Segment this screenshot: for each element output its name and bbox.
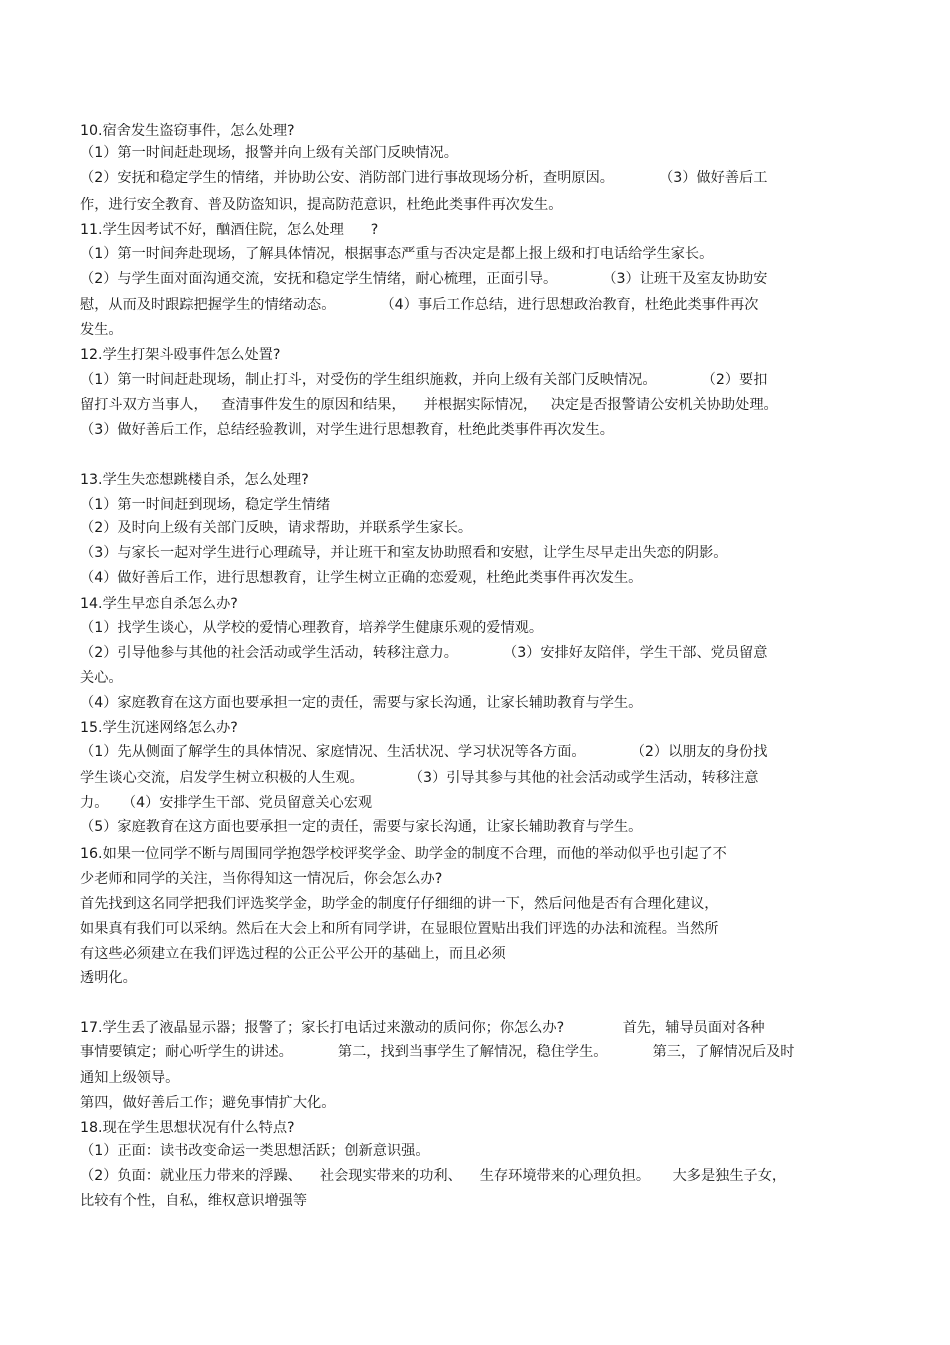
- answer-line: 透明化。: [80, 970, 137, 986]
- answer-line: （1）先从侧面了解学生的具体情况、家庭情况、生活状况、学习状况等各方面。 （2）以朋友的身份找: [80, 744, 768, 760]
- answer-line: 首先找到这名同学把我们评选奖学金，助学金的制度仔仔细细的讲一下，然后问他是否有合理化建议，: [80, 896, 719, 912]
- question-title: 13.学生失恋想跳楼自杀，怎么处理?: [80, 472, 309, 488]
- answer-line: （1）第一时间奔赴现场，了解具体情况，根据事态严重与否决定是都上报上级和打电话给学生家长。: [80, 246, 714, 262]
- answer-line: 作，进行安全教育、普及防盗知识，提高防范意识，杜绝此类事件再次发生。: [80, 197, 563, 213]
- answer-line: 少老师和同学的关注，当你得知这一情况后，你会怎么办?: [80, 871, 443, 887]
- question-title: 14.学生早恋自杀怎么办?: [80, 596, 238, 612]
- answer-line: 关心。: [80, 670, 123, 686]
- answer-line: （1）第一时间赶赴现场，制止打斗，对受伤的学生组织施救，并向上级有关部门反映情况。 （2）要扣: [80, 372, 768, 388]
- answer-line: （2）与学生面对面沟通交流，安抚和稳定学生情绪，耐心梳理，正面引导。 （3）让班干及室友协助安: [80, 271, 768, 287]
- answer-line: 通知上级领导。: [80, 1070, 180, 1086]
- answer-line: （4）做好善后工作，进行思想教育，让学生树立正确的恋爱观，杜绝此类事件再次发生。: [80, 570, 643, 586]
- answer-line: 学生谈心交流，启发学生树立积极的人生观。 （3）引导其参与其他的社会活动或学生活动，转移注意: [80, 770, 759, 786]
- answer-line: 事情要镇定；耐心听学生的讲述。 第二，找到当事学生了解情况，稳住学生。 第三，了解情况后及时: [80, 1044, 795, 1060]
- answer-line: 有这些必须建立在我们评选过程的公正公平公开的基础上，而且必须: [80, 946, 506, 962]
- question-title: 18.现在学生思想状况有什么特点?: [80, 1120, 295, 1136]
- answer-line: （3）做好善后工作，总结经验教训，对学生进行思想教育，杜绝此类事件再次发生。: [80, 422, 614, 438]
- question-title: 15.学生沉迷网络怎么办?: [80, 720, 238, 736]
- answer-line: （1）第一时间赶赴现场，报警并向上级有关部门反映情况。: [80, 145, 458, 161]
- answer-line: （2）负面：就业压力带来的浮躁、 社会现实带来的功利、 生存环境带来的心理负担。 大多是独生子女，: [80, 1168, 787, 1184]
- question-title: 12.学生打架斗殴事件怎么处置?: [80, 347, 281, 363]
- answer-line: （2）引导他参与其他的社会活动或学生活动，转移注意力。 （3）安排好友陪伴，学生干部、党员留意: [80, 645, 768, 661]
- answer-line: （5）家庭教育在这方面也要承担一定的责任，需要与家长沟通，让家长辅助教育与学生。: [80, 819, 643, 835]
- answer-line: （4）家庭教育在这方面也要承担一定的责任，需要与家长沟通，让家长辅助教育与学生。: [80, 695, 643, 711]
- answer-line: （1）第一时间赶到现场，稳定学生情绪: [80, 497, 331, 513]
- answer-line: （1）正面：读书改变命运一类思想活跃；创新意识强。: [80, 1143, 430, 1159]
- answer-line: 发生。: [80, 322, 123, 338]
- answer-line: 慰，从而及时跟踪把握学生的情绪动态。 （4）事后工作总结，进行思想政治教育，杜绝此类事件再次: [80, 297, 759, 313]
- answer-line: 第四，做好善后工作；避免事情扩大化。: [80, 1095, 336, 1111]
- question-title: 17.学生丢了液晶显示器；报警了；家长打电话过来激动的质问你；你怎么办? 首先，辅导员面对各种: [80, 1020, 765, 1036]
- answer-line: 力。 （4）安排学生干部、党员留意关心宏观: [80, 795, 373, 811]
- question-title: 10.宿舍发生盗窃事件，怎么处理?: [80, 123, 295, 139]
- answer-line: （2）安抚和稳定学生的情绪，并协助公安、消防部门进行事故现场分析，查明原因。 （3）做好善后工: [80, 170, 768, 186]
- answer-line: 如果真有我们可以采纳。然后在大会上和所有同学讲，在显眼位置贴出我们评选的办法和流程。当然所: [80, 921, 719, 937]
- answer-line: 留打斗双方当事人， 查清事件发生的原因和结果， 并根据实际情况， 决定是否报警请公安机关协助处理。: [80, 397, 778, 413]
- question-title: 16.如果一位同学不断与周围同学抱怨学校评奖学金、助学金的制度不合理，而他的举动似乎也引起了不: [80, 846, 727, 862]
- answer-line: （1）找学生谈心，从学校的爱情心理教育，培养学生健康乐观的爱情观。: [80, 620, 544, 636]
- answer-line: （2）及时向上级有关部门反映，请求帮助，并联系学生家长。: [80, 520, 473, 536]
- answer-line: 比较有个性，自私，维权意识增强等: [80, 1193, 308, 1209]
- answer-line: （3）与家长一起对学生进行心理疏导，并让班干和室友协助照看和安慰，让学生尽早走出失恋的阴影。: [80, 545, 728, 561]
- question-title: 11.学生因考试不好，酗酒住院，怎么处理 ?: [80, 222, 379, 238]
